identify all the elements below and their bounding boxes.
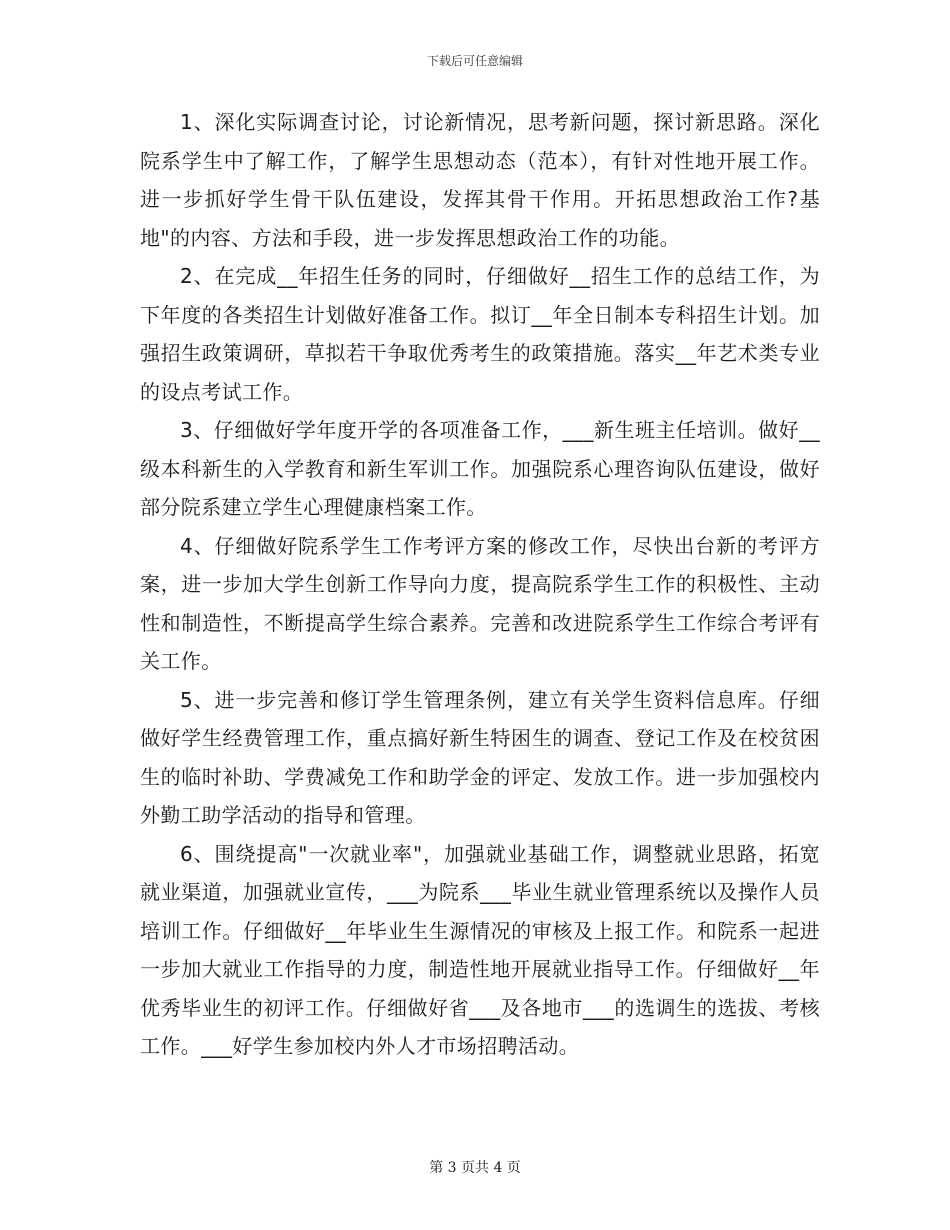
paragraph-3: 3、仔细做好学年度开学的各项准备工作，___新生班主任培训。做好__级本科新生的入学教育和新生军训工作。加强院系心理咨询队伍建设，做好部分院系建立学生心理健康档案工作。 [140,418,820,519]
page-header: 下载后可任意编辑 [426,54,523,68]
paragraph-5: 5、进一步完善和修订学生管理条例，建立有关学生资料信息库。仔细做好学生经费管理工作，重点搞好新生特困生的调查、登记工作及在校贫困生的临时补助、学费减免工作和助学金的评定、发放工作。进一步加强校内外勤工助学活动的指导和管理。 [140,687,820,827]
paragraph-6: 6、围绕提高"一次就业率"，加强就业基础工作，调整就业思路，拓宽就业渠道，加强就业宣传，___为院系___毕业生就业管理系统以及操作人员培训工作。仔细做好__年毕业生生源情况的审核及上报工作。和院系一起进一步加大就业工作指导的力度，制造性地开展就业指导工作。仔细做好__年优秀毕业生的初评工作。仔细做好省___及各地市___的选调生的选拔、考核工作。___好学生参加校内外人才市场招聘活动。 [140,841,820,1058]
paragraph-1: 1、深化实际调查讨论，讨论新情况，思考新问题，探讨新思路。深化院系学生中了解工作，了解学生思想动态（范本），有针对性地开展工作。进一步抓好学生骨干队伍建设，发挥其骨干作用。开拓思想政治工作?基地"的内容、方法和手段，进一步发挥思想政治工作的功能。 [140,110,820,250]
paragraph-2: 2、在完成__年招生任务的同时，仔细做好__招生工作的总结工作，为下年度的各类招生计划做好准备工作。拟订__年全日制本专科招生计划。加强招生政策调研，草拟若干争取优秀考生的政策措施。落实__年艺术类专业的设点考试工作。 [140,264,820,404]
paragraph-4: 4、仔细做好院系学生工作考评方案的修改工作，尽快出台新的考评方案，进一步加大学生创新工作导向力度，提高院系学生工作的积极性、主动性和制造性，不断提高学生综合素养。完善和改进院系学生工作综合考评有关工作。 [140,533,820,673]
document-body [140,103,820,1066]
page-footer: 第 3 页共 4 页 [429,1160,521,1176]
